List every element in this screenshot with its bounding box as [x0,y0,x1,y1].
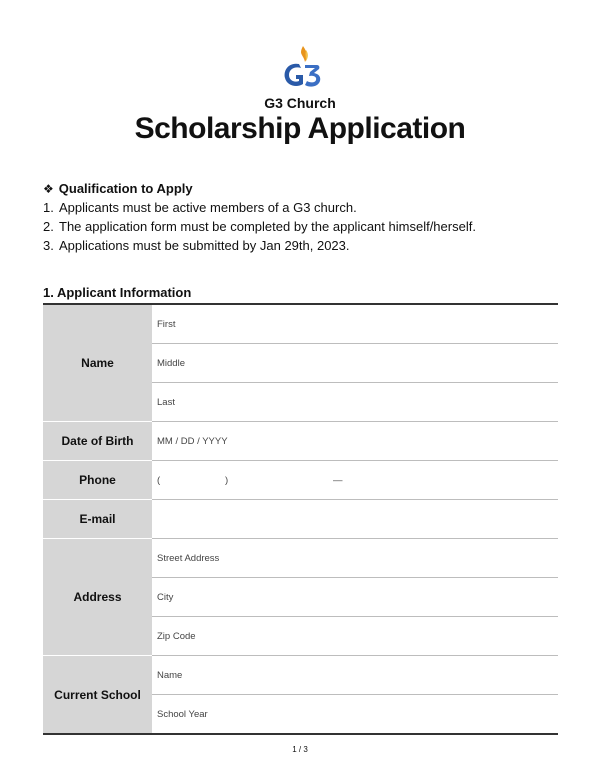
school-year-field[interactable]: School Year [152,695,558,735]
middle-name-field[interactable]: Middle [152,344,558,383]
item-text: The application form must be completed by the applicant himself/herself. [59,219,476,234]
name-label: Name [43,304,152,422]
qualification-section [43,181,476,256]
street-address-field[interactable]: Street Address [152,539,558,578]
qualification-heading-text: Qualification to Apply [58,181,193,196]
applicant-form-table [43,303,558,735]
list-item [43,199,476,216]
current-school-label: Current School [43,656,152,735]
phone-field[interactable] [152,461,558,500]
item-number: 2. [43,219,54,234]
dob-field[interactable]: MM / DD / YYYY [152,422,558,461]
section-heading-applicant: 1. Applicant Information [43,285,192,300]
last-name-field[interactable]: Last [152,383,558,422]
list-item [43,218,476,235]
zip-code-field[interactable]: Zip Code [152,617,558,656]
qualification-list [43,199,476,254]
g3-logo [279,44,323,90]
item-text: Applicants must be active members of a G3 church. [59,200,357,215]
first-name-field[interactable]: First [152,304,558,344]
phone-label: Phone [43,461,152,500]
org-name: G3 Church [264,95,336,111]
dob-label: Date of Birth [43,422,152,461]
item-text: Applications must be submitted by Jan 29th, 2023. [59,238,350,253]
qualification-heading [43,181,476,196]
phone-area-open: ( [157,474,161,486]
email-field[interactable] [152,500,558,539]
phone-area-close: ) [225,474,229,486]
diamond-bullet-icon: ❖ [43,181,54,196]
address-label: Address [43,539,152,656]
email-label: E-mail [43,500,152,539]
item-number: 3. [43,238,54,253]
list-item [43,237,476,254]
school-name-field[interactable]: Name [152,656,558,695]
city-field[interactable]: City [152,578,558,617]
page-title: Scholarship Application [134,112,466,145]
page-number: 1 / 3 [292,745,308,754]
phone-dash: — [333,474,343,486]
item-number: 1. [43,200,54,215]
